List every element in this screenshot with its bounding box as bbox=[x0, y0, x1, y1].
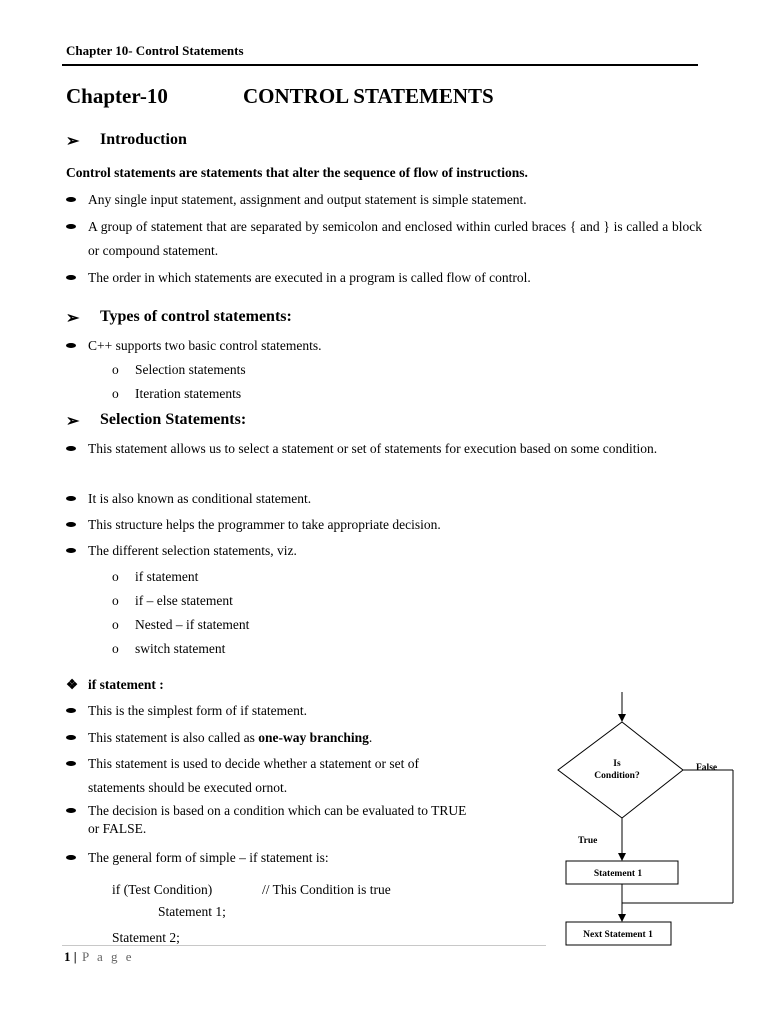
circle-marker-icon: o bbox=[112, 569, 119, 584]
true-label: True bbox=[578, 836, 598, 846]
diamond-marker-icon: ❖ bbox=[66, 677, 79, 692]
bullet-icon bbox=[66, 496, 76, 501]
bullet-icon bbox=[66, 808, 76, 813]
next-statement-label: Next Statement 1 bbox=[583, 930, 653, 940]
arrow-marker-icon: ➢ bbox=[66, 310, 80, 327]
statement-1-label: Statement 1 bbox=[593, 869, 643, 879]
section-heading: Selection Statements: bbox=[100, 411, 247, 428]
arrow-marker-icon: ➢ bbox=[66, 413, 80, 430]
bullet-icon bbox=[66, 343, 76, 348]
footer-rule bbox=[62, 945, 546, 946]
arrow-marker-icon: ➢ bbox=[66, 133, 80, 150]
bullet-icon bbox=[66, 735, 76, 740]
section-heading: Introduction bbox=[100, 131, 187, 148]
emphasis-one-way-branching: one-way branching bbox=[258, 730, 369, 745]
code-line: Statement 1; bbox=[158, 904, 226, 919]
header-rule bbox=[62, 64, 698, 66]
circle-marker-icon: o bbox=[112, 386, 119, 401]
circle-marker-icon: o bbox=[112, 641, 119, 656]
bullet-icon bbox=[66, 197, 76, 202]
bullet-icon bbox=[66, 224, 76, 229]
bullet-icon bbox=[66, 548, 76, 553]
page-number: 1 | bbox=[64, 949, 77, 964]
circle-marker-icon: o bbox=[112, 617, 119, 632]
code-line: if (Test Condition) bbox=[112, 882, 213, 897]
running-header: Chapter 10- Control Statements bbox=[66, 43, 244, 58]
condition-label: Condition? bbox=[594, 771, 640, 781]
circle-marker-icon: o bbox=[112, 362, 119, 377]
page-word: P a g e bbox=[82, 949, 135, 964]
condition-label: Is bbox=[613, 759, 621, 769]
chapter-title: CONTROL STATEMENTS bbox=[243, 84, 494, 108]
code-line: Statement 2; bbox=[112, 930, 180, 945]
bullet-icon bbox=[66, 761, 76, 766]
subsection-if-statement bbox=[66, 677, 164, 693]
circle-marker-icon: o bbox=[112, 593, 119, 608]
section-heading: Types of control statements: bbox=[100, 308, 292, 325]
subsection-heading: if statement : bbox=[88, 677, 164, 692]
chapter-number: Chapter-10 bbox=[66, 84, 168, 108]
bullet-icon bbox=[66, 275, 76, 280]
code-comment: // This Condition is true bbox=[262, 882, 391, 897]
bullet-icon bbox=[66, 855, 76, 860]
if-flowchart bbox=[548, 688, 758, 950]
bullet-icon bbox=[66, 522, 76, 527]
false-label: False bbox=[696, 763, 718, 773]
bullet-icon bbox=[66, 446, 76, 451]
condition-diamond bbox=[558, 722, 683, 818]
bullet-icon bbox=[66, 708, 76, 713]
intro-definition: Control statements are statements that alter the sequence of flow of instructions. bbox=[66, 165, 528, 180]
